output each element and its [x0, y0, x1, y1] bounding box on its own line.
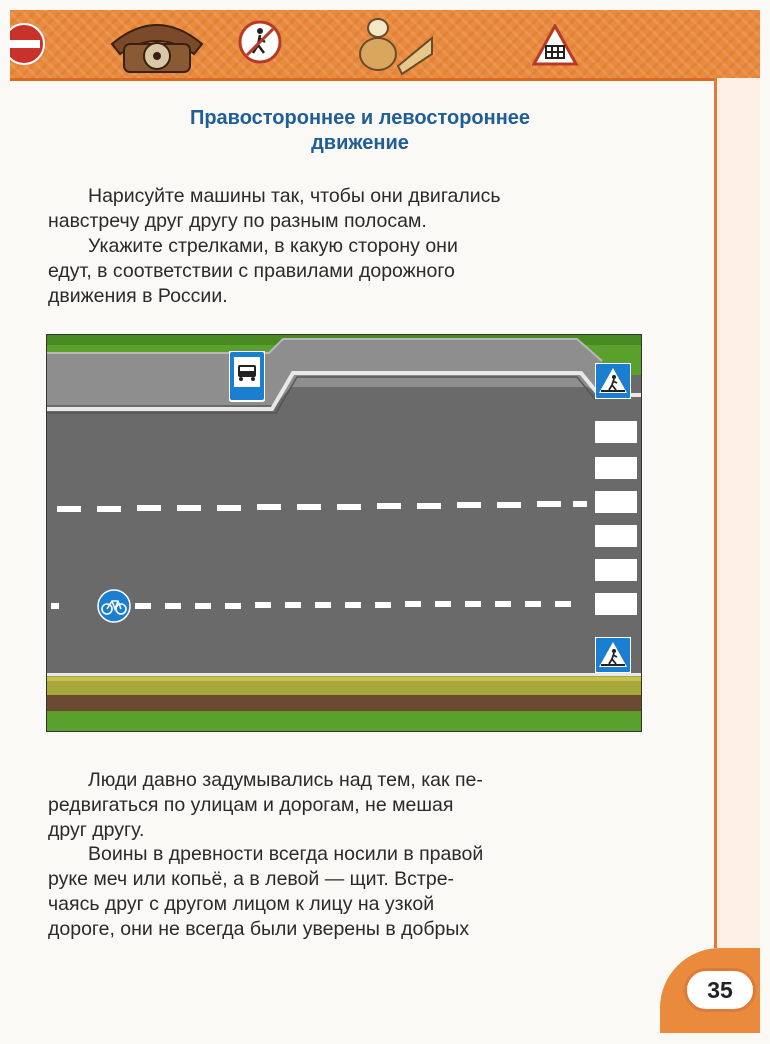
rotary-phone-icon	[102, 14, 212, 76]
text-line: чаясь друг с другом лицом к лицу на узкой	[48, 893, 435, 915]
section-title-line: Правостороннее и левостороннее	[189, 107, 531, 129]
pedestrian-sign-icon	[238, 20, 282, 64]
text-line: навстречу друг другу по разным полосам.	[48, 210, 427, 232]
pedestrian-crossing-sign-icon	[595, 637, 631, 673]
bread-loaf-icon	[398, 38, 432, 74]
header-band	[10, 10, 760, 81]
text-line: едут, в соответствии с правилами дорожного	[48, 260, 455, 282]
task-paragraph-2	[48, 234, 636, 309]
section-title-line: движение	[311, 132, 409, 154]
bread-and-jar-icon	[354, 14, 434, 76]
text-line: движения в России.	[48, 285, 228, 307]
margin-rule	[714, 78, 717, 948]
railway-crossing-sign-icon	[532, 24, 578, 66]
bus-stop-sign-icon	[229, 351, 265, 403]
right-margin	[717, 78, 760, 1023]
no-entry-sign-icon	[10, 22, 52, 66]
text-line: Люди давно задумывались над тем, как пе-	[88, 769, 483, 791]
bicycle-lane-sign-icon	[97, 589, 131, 623]
text-line: друг другу.	[48, 819, 145, 841]
text-line: руке меч или копьё, а в левой — щит. Встре-	[48, 868, 455, 890]
text-line: Воины в древности всегда носили в правой	[88, 843, 484, 865]
pedestrian-crossing-sign-icon	[595, 363, 631, 399]
road-scene	[46, 334, 642, 732]
task-paragraph-1	[48, 184, 636, 234]
text-line: дороге, они не всегда были уверены в добрых	[48, 918, 470, 940]
text-paragraph-4	[48, 842, 636, 942]
text-line: Укажите стрелками, в какую сторону они	[88, 235, 458, 257]
section-title	[60, 106, 660, 156]
road-drawing	[47, 335, 642, 732]
text-paragraph-3	[48, 768, 636, 843]
text-line: Нарисуйте машины так, чтобы они двигались	[88, 185, 501, 207]
page-number: 35	[684, 968, 756, 1012]
text-line: редвигаться по улицам и дорогам, не мешая	[48, 794, 454, 816]
